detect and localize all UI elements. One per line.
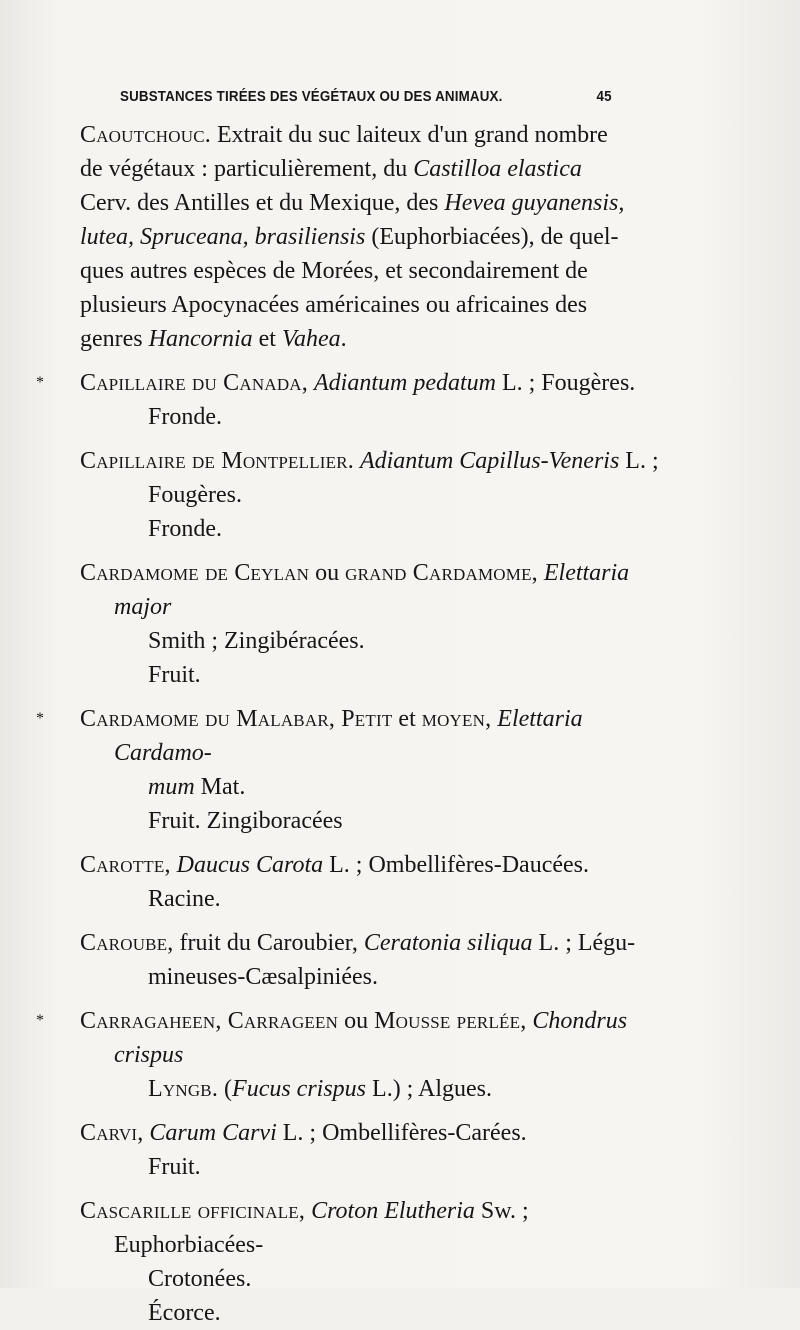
entry-part: Racine. bbox=[148, 886, 221, 912]
entry-part: Fruit. Zingiboracées bbox=[148, 808, 343, 834]
entry-carotte bbox=[80, 848, 680, 916]
entry-text: ou bbox=[338, 1008, 375, 1034]
entry-term: Carotte, bbox=[80, 852, 171, 878]
entry-text: ( bbox=[218, 1076, 233, 1102]
page-number: 45 bbox=[596, 89, 612, 105]
latin-name: Hancornia bbox=[148, 326, 253, 352]
entry-text: et bbox=[252, 326, 282, 352]
entry-text: L. ; Fougères. bbox=[495, 370, 636, 396]
latin-name: Daucus Carota bbox=[176, 852, 324, 878]
latin-name: Croton Elutheria bbox=[311, 1198, 475, 1224]
entry-caoutchouc bbox=[80, 118, 680, 356]
latin-name: Adiantum pedatum bbox=[313, 370, 496, 396]
entry-term: Carvi, bbox=[80, 1120, 144, 1146]
latin-name: Fucus crispus bbox=[232, 1076, 367, 1102]
entry-part: Fruit. bbox=[148, 662, 201, 688]
entry-carragaheen: * Carragaheen, Carrageen ou Mousse perlée, Chondrus crispus Lyngb. (Fucus crispus L.) ; Algues. bbox=[36, 1008, 628, 1102]
entry-term: Caroube, bbox=[80, 930, 174, 956]
latin-name: Ceratonia siliqua bbox=[363, 930, 533, 956]
entry-part: Fruit. bbox=[148, 1154, 201, 1180]
entry-term: Cardamome du Malabar, Petit bbox=[80, 706, 393, 732]
latin-name: Chondrus crispus bbox=[114, 1008, 628, 1068]
entry-text: L. ; bbox=[619, 448, 659, 474]
entry-term: Cardamome de Ceylan bbox=[80, 560, 310, 586]
entry-carvi bbox=[80, 1116, 680, 1184]
entry-text: ou bbox=[309, 560, 346, 586]
entry-text: (Euphorbiacées), de quel- bbox=[365, 224, 619, 250]
entry-text: L. ; Légu- bbox=[532, 930, 636, 956]
running-head: SUBSTANCES TIRÉES DES VÉGÉTAUX OU DES ANIMAUX. bbox=[120, 89, 503, 105]
entry-term: moyen, bbox=[421, 706, 492, 732]
entry-term: Capillaire du Canada, bbox=[80, 370, 308, 396]
latin-name: Hevea guyanensis, bbox=[444, 190, 625, 216]
entry-part: Fronde. bbox=[148, 516, 222, 542]
entry-term: Carragaheen, Carrageen bbox=[80, 1008, 339, 1034]
latin-name: Elettaria major bbox=[114, 560, 630, 620]
entry-text: plusieurs Apocynacées américaines ou africaines des bbox=[80, 292, 588, 318]
entry-text: Extrait du suc laiteux d'un grand nombre bbox=[216, 122, 608, 148]
entry-text: de végétaux : particulièrement, du bbox=[80, 156, 414, 182]
latin-name: lutea, Spruceana, brasiliensis bbox=[80, 224, 366, 250]
entry-capillaire-canada: * Capillaire du Canada, Adiantum pedatum L. ; Fougères. Fronde. bbox=[80, 366, 680, 434]
latin-name: Castilloa elastica bbox=[413, 156, 582, 182]
entry-family: Fougères. bbox=[148, 482, 242, 508]
latin-name: Carum Carvi bbox=[149, 1120, 277, 1146]
entry-list bbox=[36, 118, 680, 1330]
entry-term: Capillaire de Montpellier. bbox=[80, 448, 354, 474]
latin-name: Vahea bbox=[281, 326, 341, 352]
entry-part: Écorce. bbox=[148, 1300, 221, 1326]
author-abbrev: Lyngb. bbox=[148, 1076, 219, 1102]
entry-text: et bbox=[392, 706, 422, 732]
latin-name: mum bbox=[148, 774, 195, 800]
entry-text: . bbox=[340, 326, 347, 352]
entry-text: L. ; Ombellifères-Carées. bbox=[276, 1120, 527, 1146]
entry-part: Fronde. bbox=[148, 404, 222, 430]
entry-caroube bbox=[80, 926, 680, 994]
entry-cardamome-ceylan bbox=[80, 556, 680, 692]
entry-capillaire-montpellier bbox=[80, 444, 680, 546]
entry-term: Caoutchouc. bbox=[80, 122, 211, 148]
entry-text: mineuses-Cæsalpiniées. bbox=[148, 964, 378, 990]
entry-cascarille bbox=[80, 1194, 680, 1330]
entry-cardamome-malabar: * Cardamome du Malabar, Petit et moyen, Elettaria Cardamo- mum Mat. Fruit. Zingiboracées bbox=[80, 702, 680, 838]
entry-text: fruit du Caroubier, bbox=[173, 930, 364, 956]
entry-text: genres bbox=[80, 326, 149, 352]
entry-term: Mousse perlée, bbox=[374, 1008, 527, 1034]
entry-term: Cascarille officinale, bbox=[80, 1198, 306, 1224]
latin-name: Adiantum Capillus-Veneris bbox=[359, 448, 620, 474]
entry-text: ques autres espèces de Morées, et secondairement de bbox=[80, 258, 588, 284]
entry-text: Crotonées. bbox=[148, 1266, 252, 1292]
entry-text: L. ; Ombellifères-Daucées. bbox=[323, 852, 589, 878]
entry-text: Smith ; Zingibéracées. bbox=[148, 628, 365, 654]
entry-term: grand Cardamome, bbox=[345, 560, 538, 586]
running-header bbox=[120, 89, 612, 113]
entry-text: L.) ; Algues. bbox=[366, 1076, 493, 1102]
entry-text: Sw. ; Euphorbiacées- bbox=[114, 1198, 529, 1258]
entry-text: Mat. bbox=[194, 774, 246, 800]
entry-text: Cerv. des Antilles et du Mexique, des bbox=[80, 190, 445, 216]
latin-name: Elettaria Cardamo- bbox=[114, 706, 583, 766]
